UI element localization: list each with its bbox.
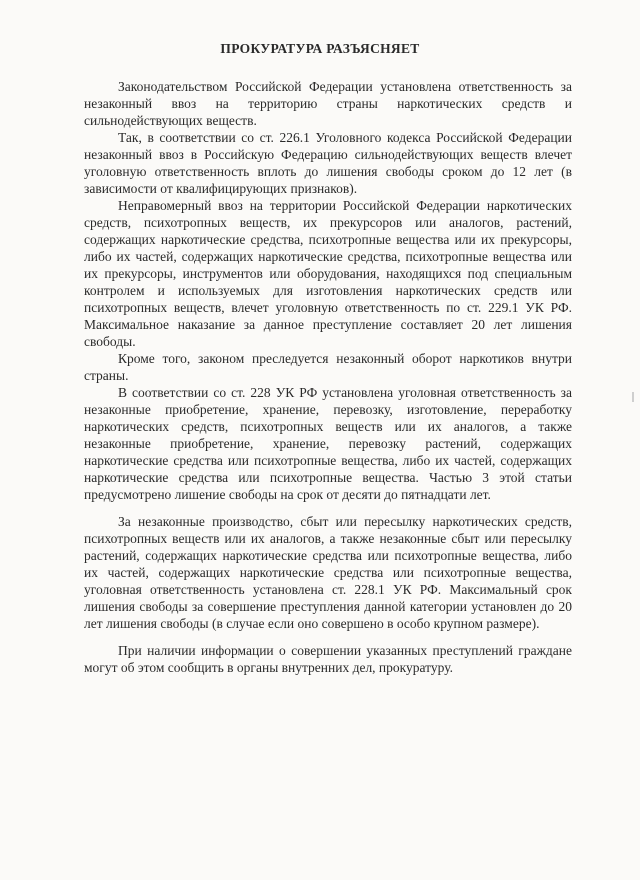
paragraph-6: За незаконные производство, сбыт или пересылку наркотических средств, психотропных веществ или их аналогов, а также незаконные сбыт или пересылку растений, содержащих наркотические средства или психотропные вещества, либо их частей, содержащих наркотические средства или психотропные вещества, уголовная ответственность установлена ст. 228.1 УК РФ. Максимальный срок лишения свободы за совершение преступления данной категории установлен до 20 лет лишения свободы (в случае если оно совершено в особо крупном размере). bbox=[84, 514, 572, 631]
paragraph-5: В соответствии со ст. 228 УК РФ установлена уголовная ответственность за незаконные приобретение, хранение, перевозку, изготовление, переработку наркотических средств, психотропных веществ или их аналогов, а также незаконные приобретение, хранение, перевозку растений, содержащих наркотические средства или психотропные вещества, либо их частей, содержащих наркотические средства или психотропные вещества. Частью 3 этой статьи предусмотрено лишение свободы на срок от десяти до пятнадцати лет. bbox=[84, 385, 572, 502]
scan-edge-mark bbox=[632, 392, 634, 402]
paragraph-7: При наличии информации о совершении указанных преступлений граждане могут об этом сообщить в органы внутренних дел, прокуратуру. bbox=[84, 643, 572, 675]
document-title: ПРОКУРАТУРА РАЗЪЯСНЯЕТ bbox=[220, 41, 420, 56]
document-body bbox=[84, 78, 572, 686]
paragraph-4: Кроме того, законом преследуется незаконный оборот наркотиков внутри страны. bbox=[84, 351, 572, 383]
paragraph-1: Законодательством Российской Федерации установлена ответственность за незаконный ввоз на территорию страны наркотических средств и сильнодействующих веществ. bbox=[84, 79, 572, 128]
paragraph-3: Неправомерный ввоз на территории Российской Федерации наркотических средств, психотропных веществ, их прекурсоров или аналогов, растений, содержащих наркотические средства, психотропные вещества или их прекурсоры, либо их частей, содержащих наркотические средства, психотропные вещества или их прекурсоры, инструментов или оборудования, находящихся под специальным контролем и используемых для изготовления наркотических средств или психотропных веществ, влечет уголовную ответственность по ст. 229.1 УК РФ. Максимальное наказание за данное преступление составляет 20 лет лишения свободы. bbox=[84, 198, 572, 349]
paragraph-2: Так, в соответствии со ст. 226.1 Уголовного кодекса Российской Федерации незаконный ввоз в Российскую Федерацию сильнодействующих веществ влечет уголовную ответственность вплоть до лишения свободы сроком до 12 лет (в зависимости от квалифицирующих признаков). bbox=[84, 130, 572, 196]
